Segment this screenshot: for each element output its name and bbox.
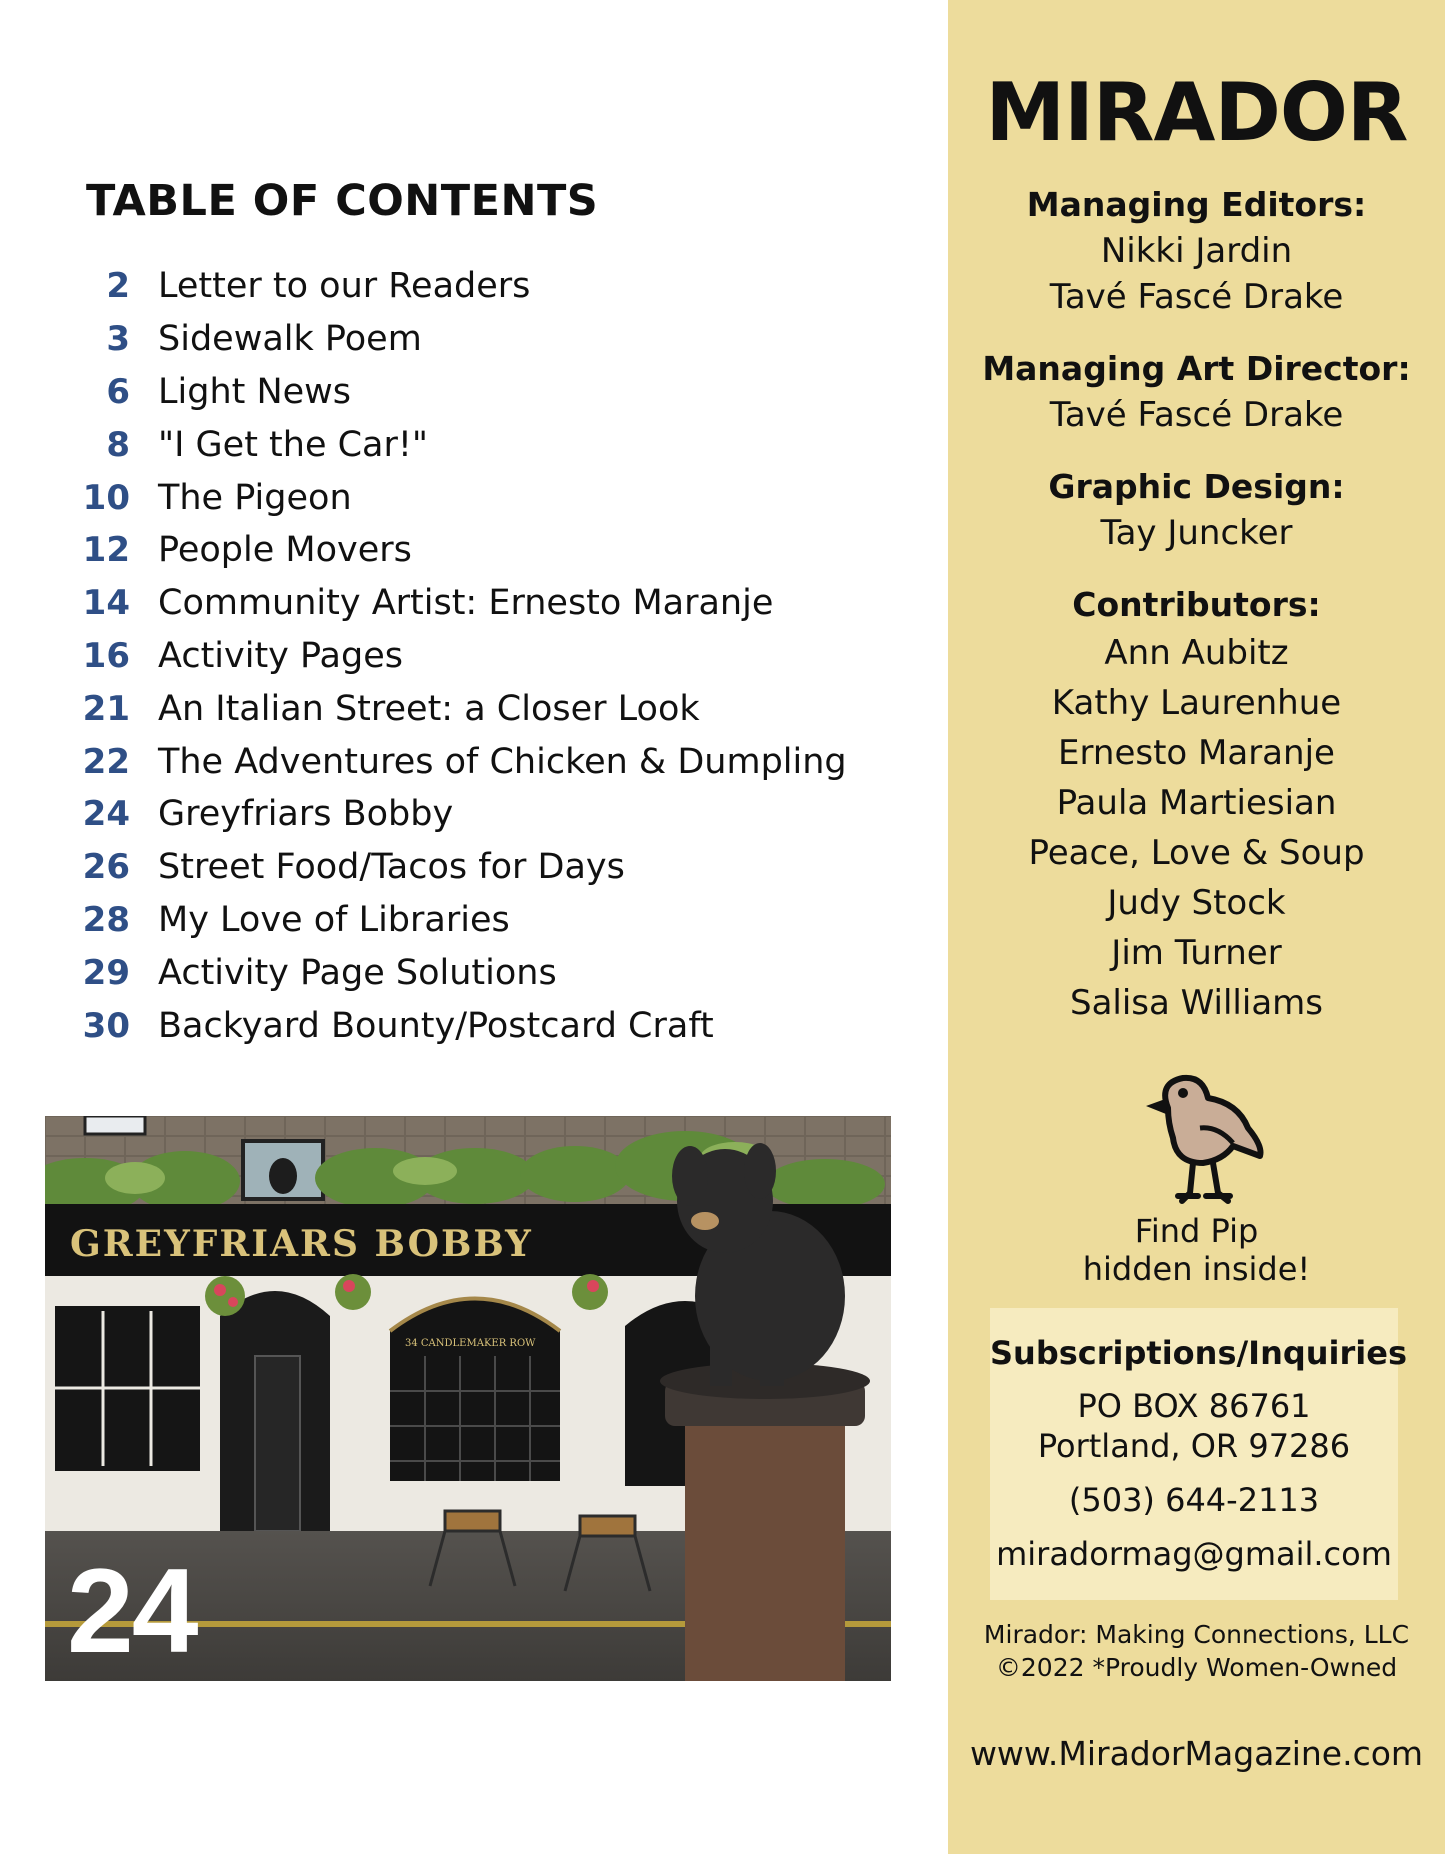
toc-item[interactable] [70,366,890,419]
toc-page-number: 28 [82,899,130,940]
company-info [948,1618,1445,1684]
toc-page-number: 26 [82,847,130,888]
toc-item[interactable] [70,999,890,1052]
toc-page-number: 14 [82,583,130,624]
subscriptions-box [990,1308,1408,1600]
contributor-name: Salisa Williams [1070,983,1323,1023]
copyright: ©2022 *Proudly Women-Owned [995,1653,1398,1682]
toc-page-number: 12 [82,530,130,571]
credits [948,182,1445,1028]
toc-item[interactable] [70,471,890,524]
toc-item-title: "I Get the Car!" [158,424,429,465]
find-pip-text [948,1212,1445,1288]
toc-item[interactable] [70,313,890,366]
toc-item-title: The Pigeon [158,477,352,518]
toc-page-number: 3 [106,319,130,360]
toc-page-number: 30 [82,1005,130,1046]
toc-item-title: People Movers [158,530,412,571]
toc-item[interactable] [70,841,890,894]
toc-item-title: Activity Page Solutions [158,952,557,993]
art-director-name: Tavé Fascé Drake [1049,395,1344,435]
toc-item-title: An Italian Street: a Closer Look [158,688,700,729]
toc-item-title: Street Food/Tacos for Days [158,847,625,888]
toc-item[interactable] [70,260,890,313]
managing-editor-name: Nikki Jardin [1100,231,1293,271]
toc-item[interactable] [70,418,890,471]
find-pip-line2: hidden inside! [1082,1250,1311,1288]
photo-page-number: 24 [67,1544,197,1678]
toc-item-title: Letter to our Readers [158,266,531,307]
toc-item-title: The Adventures of Chicken & Dumpling [158,741,847,782]
toc-item[interactable] [70,788,890,841]
toc-page-number: 10 [82,477,130,518]
pip-bird-icon [1138,1068,1268,1208]
address-line: PO BOX 86761 [1077,1387,1311,1425]
contributor-name: Paula Martiesian [1056,783,1337,823]
contributor-name: Ann Aubitz [1104,633,1289,673]
pub-sign-text: GREYFRIARS BOBBY [70,1223,533,1265]
company-name: Mirador: Making Connections, LLC [983,1620,1410,1649]
toc-item[interactable] [70,894,890,947]
greyfriars-bobby-photo [45,1116,891,1681]
subscriptions-title: Subscriptions/Inquiries [990,1334,1408,1372]
find-pip-line1: Find Pip [1134,1212,1259,1250]
contributor-name: Jim Turner [1111,933,1282,973]
toc-list [70,260,890,1052]
toc-item[interactable] [70,682,890,735]
toc-page-number: 8 [106,424,130,465]
toc-page-number: 29 [82,952,130,993]
toc-item-title: Community Artist: Ernesto Maranje [158,583,774,624]
toc-item[interactable] [70,577,890,630]
website-link[interactable]: www.MiradorMagazine.com [969,1734,1424,1773]
toc-item-title: Sidewalk Poem [158,319,422,360]
contributors-heading: Contributors: [1072,585,1321,624]
toc-item[interactable] [70,524,890,577]
toc-page-number: 2 [106,266,130,307]
contributor-name: Kathy Laurenhue [1051,683,1342,723]
toc-item-title: Backyard Bounty/Postcard Craft [158,1005,714,1046]
art-director-heading: Managing Art Director: [982,349,1411,388]
toc-page-number: 6 [106,371,130,412]
toc-item[interactable] [70,735,890,788]
toc-title: TABLE OF CONTENTS [86,176,599,226]
phone-number[interactable]: (503) 644-2113 [1068,1481,1320,1519]
toc-item-title: Light News [158,371,352,412]
toc-item-title: Activity Pages [158,635,403,676]
graphic-design-heading: Graphic Design: [1048,467,1345,506]
managing-editor-name: Tavé Fascé Drake [1049,277,1344,317]
email-link[interactable]: miradormag@gmail.com [996,1535,1392,1573]
managing-editors-heading: Managing Editors: [1026,185,1367,224]
contributor-name: Judy Stock [1107,883,1286,923]
contributor-name: Peace, Love & Soup [1028,833,1365,873]
address-line: Portland, OR 97286 [1037,1427,1351,1465]
toc-page-number: 21 [82,688,130,729]
pub-door-text: 34 CANDLEMAKER ROW [405,1338,536,1349]
toc-item[interactable] [70,630,890,683]
toc-page-number: 16 [82,635,130,676]
contributor-name: Ernesto Maranje [1058,733,1335,773]
toc-item-title: Greyfriars Bobby [158,794,454,835]
toc-page-number: 22 [82,741,130,782]
toc-item-title: My Love of Libraries [158,899,510,940]
toc-page-number: 24 [82,794,130,835]
toc-item[interactable] [70,946,890,999]
graphic-designer-name: Tay Juncker [1100,513,1293,553]
mirador-logo: MIRADOR [985,66,1408,159]
